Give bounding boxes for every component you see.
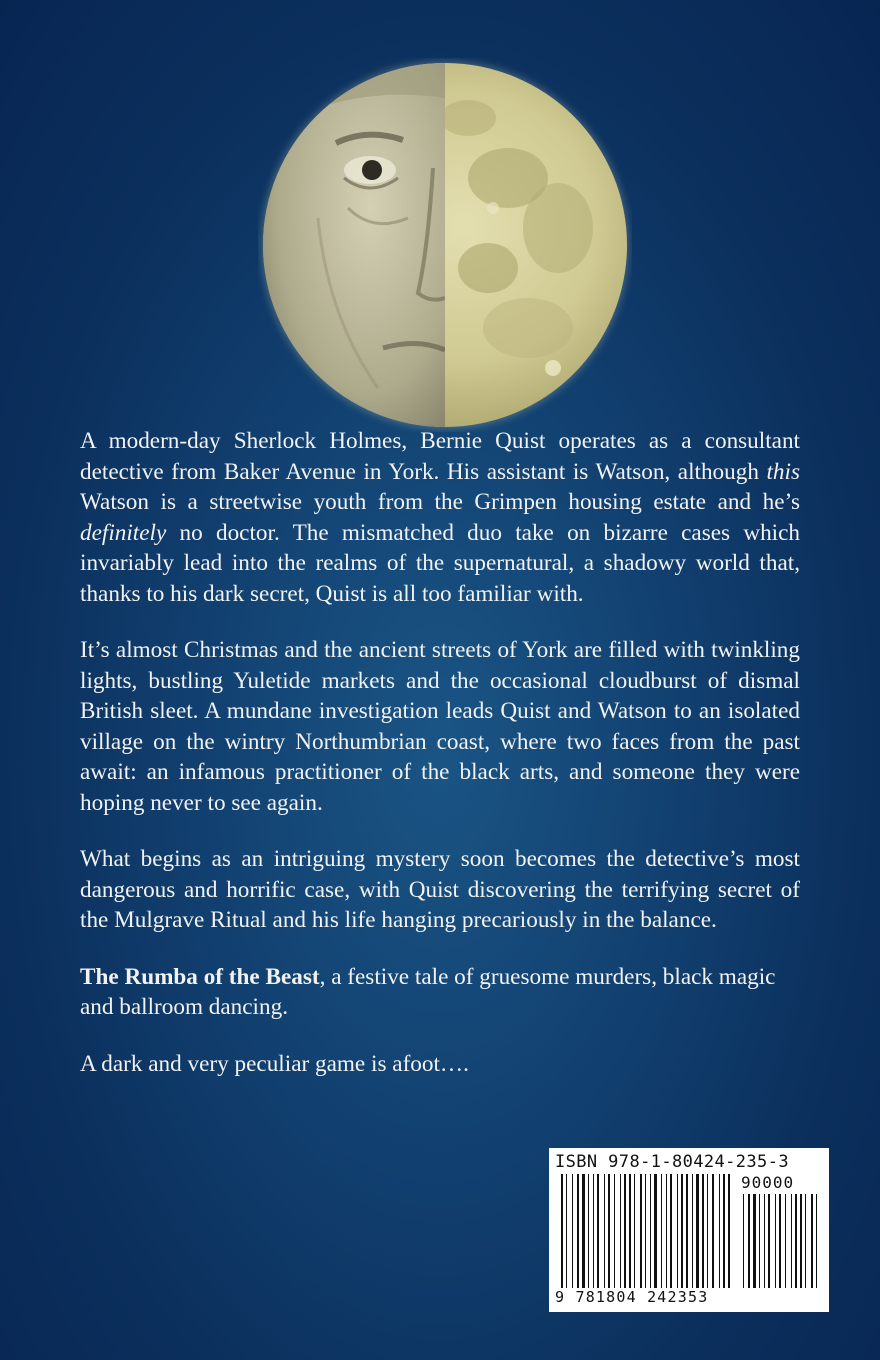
price-code: 90000: [741, 1173, 795, 1192]
barcode-digits: 9 781804 242353: [555, 1288, 709, 1306]
blurb-text: Watson is a streetwise youth from the Grimpen housing estate and he’s: [80, 489, 800, 515]
blurb-paragraph-3: What begins as an intriguing mystery soon becomes the detective’s most dangerous and horrific case, with Quist discovering the terrifying secret of the Mulgrave Ritual and his life hanging precariously in the balance.: [80, 846, 800, 933]
isbn-barcode: [549, 1148, 829, 1312]
blurb-paragraph-2: It’s almost Christmas and the ancient streets of York are filled with twinkling lights, bustling Yuletide markets and the occasional cloudburst of dismal British sleet. A mundane investigation leads Quist and Watson to an isolated village on the wintry Northumbrian coast, where two faces from the past await: an infamous practitioner of the black arts, and someone they were hoping never to see again.: [80, 637, 800, 816]
back-cover-blurb: [80, 426, 800, 1105]
blurb-paragraph-4: [80, 962, 800, 1023]
blurb-paragraph-5: A dark and very peculiar game is afoot….: [80, 1050, 469, 1077]
blurb-text: no doctor. The mismatched duo take on bizarre cases which invariably lead into the realms of the supernatural, a shadowy world that, thanks to his dark secret, Quist is all too familiar with.: [80, 519, 800, 607]
blurb-italic-this: this: [766, 458, 800, 485]
blurb-paragraph-1: [80, 426, 800, 609]
blurb-italic-definitely: definitely: [80, 519, 167, 546]
book-title: The Rumba of the Beast: [80, 963, 320, 990]
moon-with-half-face-icon: [258, 58, 632, 432]
moon-face-illustration: [258, 58, 632, 432]
isbn-label: ISBN 978-1-80424-235-3: [555, 1152, 789, 1172]
blurb-text: , a festive tale of gruesome murders, black magic and ballroom dancing.: [80, 963, 776, 1020]
blurb-text: A modern-day Sherlock Holmes, Bernie Quist operates as a consultant detective from Baker Avenue in York. His assistant is Watson, although: [80, 428, 800, 485]
